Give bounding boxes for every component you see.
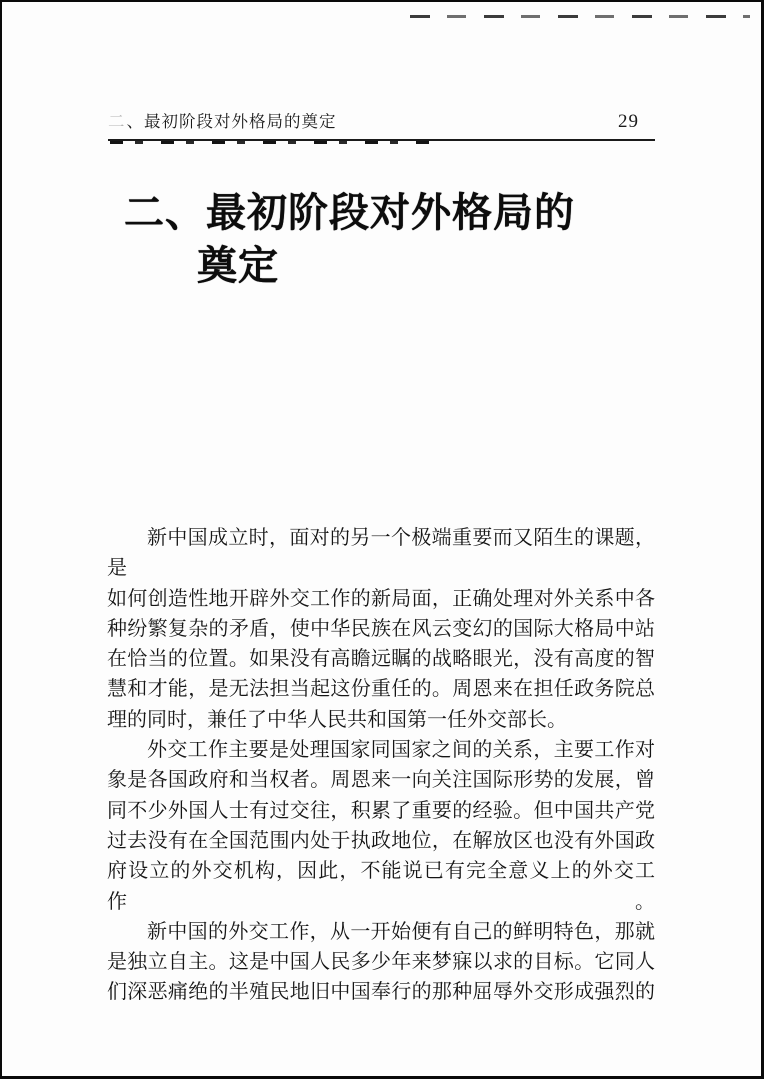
running-header-faded-char: 二 [108,112,127,131]
body-text-line: 理的同时，兼任了中华人民共和国第一任外交部长。 [107,708,567,731]
body-text-line: 过去没有在全国范围内处于执政地位，在解放区也没有外国政 [107,829,655,852]
body-text-line: 慧和才能，是无法担当起这份重任的。周恩来在担任政务院总 [107,678,655,701]
body-text-line: 府设立的外交机构，因此，不能说已有完全意义上的外交工作。 [107,860,655,913]
body-text-line: 如何创造性地开辟外交工作的新局面，正确处理对外关系中各 [107,587,655,610]
chapter-title-line2: 奠定 [197,243,279,288]
chapter-title [124,186,575,292]
body-text-line: 们深恶痛绝的半殖民地旧中国奉行的那种屈辱外交形成强烈的 [107,981,655,1004]
running-header-text: 、最初阶段对外格局的奠定 [126,112,337,131]
body-text-line: 新中国成立时，面对的另一个极端重要而又陌生的课题，是 [107,527,655,580]
body-text-line: 在恰当的位置。如果没有高瞻远瞩的战略眼光，没有高度的智 [107,648,655,671]
page-number: 29 [618,111,639,132]
paragraph-2 [107,735,655,917]
running-header [108,108,655,136]
body-text-line: 外交工作主要是处理国家同国家之间的关系，主要工作对 [147,739,655,762]
top-edge-dash-marks [410,15,750,18]
body-text [107,523,655,1008]
paragraph-1 [107,523,655,735]
header-rule [108,139,655,141]
body-text-line: 种纷繁复杂的矛盾，使中华民族在风云变幻的国际大格局中站 [107,617,655,640]
paragraph-3 [107,917,655,1008]
body-text-line: 是独立自主。这是中国人民多少年来梦寐以求的目标。它同人 [107,951,655,974]
body-text-line: 新中国的外交工作，从一开始便有自己的鲜明特色，那就 [147,920,655,943]
body-text-line: 同不少外国人士有过交往，积累了重要的经验。但中国共产党 [107,799,655,822]
chapter-title-line1: 二、最初阶段对外格局的 [124,190,575,235]
body-text-line: 象是各国政府和当权者。周恩来一向关注国际形势的发展，曾 [107,769,655,792]
running-header-title [108,108,337,132]
